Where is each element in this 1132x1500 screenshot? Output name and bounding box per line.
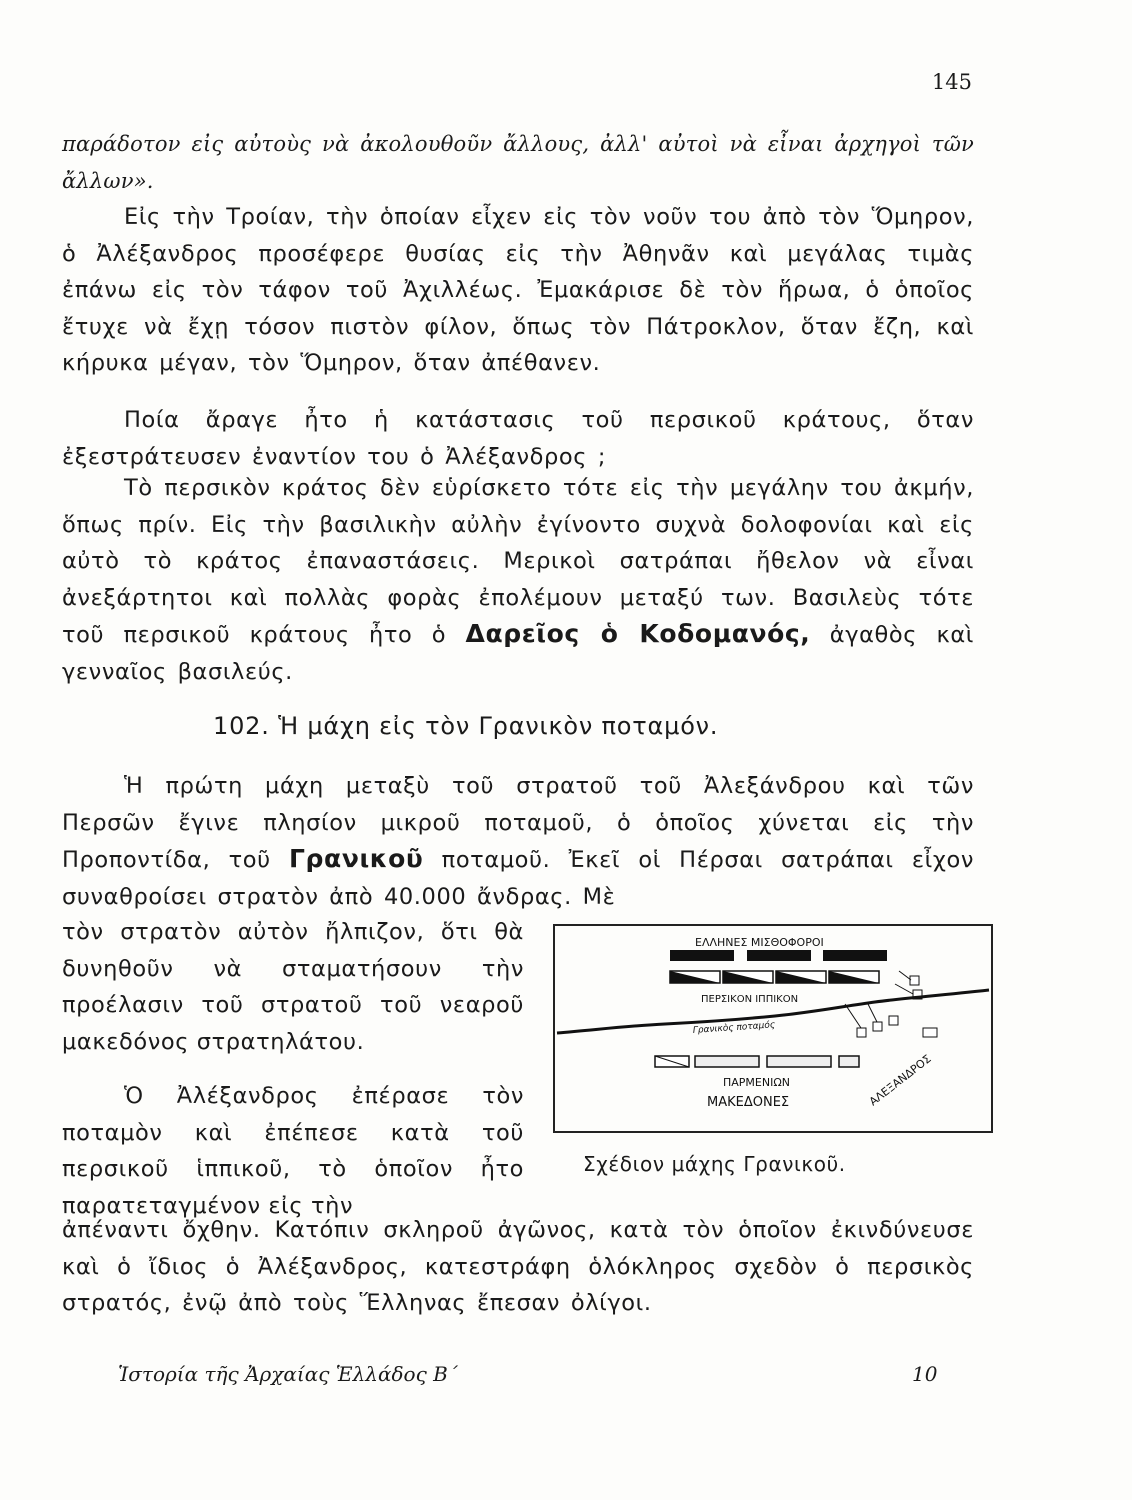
paragraph-battle-intro	[62, 768, 974, 915]
footer-signature-number: 10	[912, 1362, 938, 1386]
darius-description: ἀγαθὸς καὶ γενναῖος βασιλεύς.	[62, 622, 974, 685]
persian-state-text: Τὸ περσικὸν κράτος δὲν εὑρίσκετο τότε εἰς τὴν μεγάλην του ἀκμήν, ὅπως πρίν. Εἰς τὴν βασιλικὴν αὐλὴν ἐγίνοντο συχνὰ δολοφονίαι καὶ εἰς αὐτὸ τὸ κράτος ἐπαναστάσεις. Μερικοὶ σατράπαι ἤθελον νὰ εἶναι ἀνεξάρτητοι καὶ πολλὰς φορὰς ἐπολέμουν μεταξύ των. Βασιλεὺς τότε τοῦ περσικοῦ κράτους ἦτο ὁ	[62, 475, 974, 648]
paragraph-crossing: Ὁ Ἀλέξανδρος ἐπέρασε τὸν ποταμὸν καὶ ἐπέπεσε κατὰ τοῦ περσικοῦ ἱππικοῦ, τὸ ὁποῖον ἦτο παρατεταγμένον εἰς τὴν	[62, 1083, 524, 1219]
battle-plan-figure	[553, 924, 993, 1133]
river-label: Γρανικὸς ποταμός	[692, 1020, 776, 1036]
paragraph-army-hope: τὸν στρατὸν αὐτὸν ἤλπιζον, ὅτι θὰ δυνηθοῦν νὰ σταματήσουν τὴν προέλασιν τοῦ στρατοῦ τοῦ νεαροῦ μακεδόνος στρατηλάτου.	[62, 919, 524, 1055]
darius-name: Δαρεῖος ὁ Κοδομανός,	[465, 619, 811, 648]
figure-caption: Σχέδιον μάχης Γρανικοῦ.	[583, 1152, 846, 1176]
cavalry-detachment	[910, 976, 919, 985]
page-number: 145	[931, 70, 972, 94]
battle-intro-text: Ἡ πρώτη μάχη μεταξὺ τοῦ στρατοῦ τοῦ Ἀλεξάνδρου καὶ τῶν Περσῶν ἔγινε πλησίον μικροῦ ποταμοῦ, ὁ ὁποῖος χύνεται εἰς τὴν Προποντίδα, τοῦ	[62, 773, 974, 873]
assault-unit	[857, 1028, 866, 1037]
paragraph-quote-end: παράδοτον εἰς αὐτοὺς νὰ ἀκολουθοῦν ἄλλους, ἀλλ' αὐτοὶ νὰ εἶναι ἀρχηγοὶ τῶν ἄλλων».	[62, 132, 974, 193]
paragraph-persian-state	[62, 470, 974, 690]
greek-mercenaries-label: ΕΛΛΗΝΕΣ ΜΙΣΘΟΦΟΡΟΙ	[695, 936, 824, 949]
assault-unit	[889, 1016, 898, 1025]
persian-cavalry-label: ΠΕΡΣΙΚΟΝ ΙΠΠΙΚΟΝ	[701, 994, 799, 1005]
section-heading: 102. Ἡ μάχη εἰς τὸν Γρανικὸν ποταμόν.	[213, 712, 719, 740]
battle-plan-diagram	[555, 926, 991, 1131]
mercenary-unit	[747, 950, 811, 961]
mercenary-unit	[823, 950, 887, 961]
paragraph-troy: Εἰς τὴν Τροίαν, τὴν ὁποίαν εἶχεν εἰς τὸν νοῦν του ἀπὸ τὸν Ὅμηρον, ὁ Ἀλέξανδρος προσέφερε θυσίας εἰς τὴν Ἀθηνᾶν καὶ μεγάλας τιμὰς ἐπάνω εἰς τὸν τάφον τοῦ Ἀχιλλέως. Ἐμακάρισε δὲ τὸν ἥρωα, ὁ ὁποῖος ἔτυχε νὰ ἔχῃ τόσον πιστὸν φίλον, ὅπως τὸν Πάτροκλον, ὅταν ἔζη, καὶ κήρυκα μέγαν, τὸν Ὅμηρον, ὅταν ἀπέθανεν.	[62, 204, 974, 376]
persian-cavalry-line	[670, 971, 879, 983]
footer-book-title: Ἱστορία τῆς Ἀρχαίας Ἑλλάδος Β΄	[118, 1362, 458, 1386]
mercenary-unit	[670, 950, 734, 961]
battle-intro-text-cont: ποταμοῦ. Ἐκεῖ οἱ Πέρσαι σατράπαι εἶχον συναθροίσει στρατὸν ἀπὸ 40.000 ἄνδρας. Μὲ	[62, 847, 974, 910]
assault-unit	[923, 1028, 937, 1037]
alexander-label: ΑΛΕΞΑΝΔΡΟΣ	[866, 1052, 934, 1109]
assault-unit	[873, 1022, 882, 1031]
macedonians-label: ΜΑΚΕΔΟΝΕΣ	[707, 1095, 790, 1110]
macedonian-line	[655, 1056, 859, 1067]
granicus-name: Γρανικοῦ	[289, 844, 424, 873]
parmenion-label: ΠΑΡΜΕΝΙΩΝ	[723, 1076, 790, 1089]
paragraph-battle-outcome: ἀπέναντι ὄχθην. Κατόπιν σκληροῦ ἀγῶνος, κατὰ τὸν ὁποῖον ἐκινδύνευσε καὶ ὁ ἴδιος ὁ Ἀλέξανδρος, κατεστράφη ὁλόκληρος σχεδὸν ὁ περσικὸς στρατός, ἐνῷ ἀπὸ τοὺς Ἕλληνας ἔπεσαν ὀλίγοι.	[62, 1217, 974, 1316]
paragraph-question: Ποία ἄραγε ἦτο ἡ κατάστασις τοῦ περσικοῦ κράτους, ὅταν ἐξεστράτευσεν ἐναντίον του ὁ Ἀλέξανδρος ;	[62, 407, 974, 470]
